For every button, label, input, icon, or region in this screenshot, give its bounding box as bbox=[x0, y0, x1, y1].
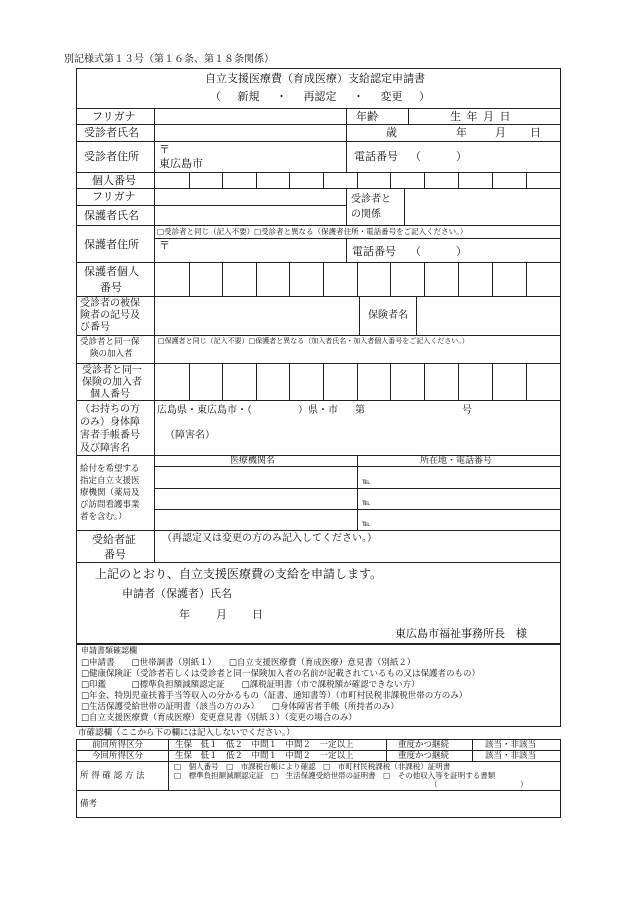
form-title: 自立支援医療費（育成医療）支給認定申請書 bbox=[205, 72, 425, 85]
patient-furigana-field[interactable] bbox=[156, 110, 344, 123]
application-form-frame bbox=[76, 68, 561, 644]
birth-year-unit: 年 bbox=[456, 126, 467, 139]
facility-label-1: 給付を希望する bbox=[80, 464, 140, 474]
application-type-row: （ 新規 ・ 再認定 ・ 変更 ） bbox=[210, 90, 430, 103]
member-options[interactable]: □保護者と同じ（記入不要）□保護者と異なる（加入者氏名・加入者個人番号をご記入ください。） bbox=[158, 337, 469, 345]
date-day: 日 bbox=[252, 608, 263, 621]
current-income-categories[interactable]: 生保 低１ 低２ 中間１ 中間２ 一定以上 bbox=[175, 751, 354, 761]
patient-id-label: 個人番号 bbox=[92, 174, 136, 187]
insurer-label: 保険者名 bbox=[368, 310, 408, 321]
option-new[interactable]: 新規 bbox=[237, 90, 260, 103]
document-check-line[interactable]: □生活保護受給世帯の証明書（該当の方のみ） □身体障害者手帳（所持者のみ） bbox=[81, 702, 399, 712]
facility-label-2: 指定自立支援医 bbox=[80, 476, 140, 486]
age-unit: 歳 bbox=[386, 126, 397, 139]
document-check-line[interactable]: □自立支援医療費（育成医療）変更意見書（別紙３）（変更の場合のみ） bbox=[81, 713, 357, 723]
facility-label-3: 療機関（薬局及 bbox=[80, 488, 140, 498]
previous-severe[interactable]: 重度かつ継続 bbox=[398, 740, 450, 750]
certificate-label-2: 番号 bbox=[104, 548, 126, 561]
document-check-line[interactable]: □印鑑 □標準負担額減額認定証 □課税証明書（市で課税額が確認できない方） bbox=[81, 680, 420, 690]
facility-tel-mark: ℡ bbox=[362, 498, 371, 507]
disability-prefecture[interactable]: 広島県・東広島市・（ bbox=[157, 405, 252, 416]
document-check-line[interactable]: □年金、特別児童扶養手当等収入の分かるもの（証書、通知書等）（市町村民税非課税世帯の方のみ） bbox=[81, 691, 468, 701]
option-renewal[interactable]: 再認定 bbox=[303, 90, 337, 103]
insurance-symbol-label-3: び番号 bbox=[80, 322, 110, 333]
option-change[interactable]: 変更 bbox=[380, 90, 403, 103]
patient-furigana-label: フリガナ bbox=[92, 110, 136, 123]
guardian-address-options[interactable]: □受診者と同じ（記入不要）□受診者と異なる（保護者住所・電話番号をご記入ください。） bbox=[157, 227, 468, 236]
income-method-line1[interactable]: □ 個人番号 □ 市課税台帳により確認 □ 市町村民税課税（非課税）証明書 bbox=[174, 762, 451, 771]
facility-label-5: 者を含む。） bbox=[80, 512, 127, 522]
patient-address-label: 受診者住所 bbox=[84, 150, 139, 163]
previous-applicable[interactable]: 該当・非該当 bbox=[485, 740, 537, 750]
birth-month-unit: 月 bbox=[495, 126, 506, 139]
guardian-id-label-2: 番号 bbox=[100, 281, 122, 294]
facility-name-field[interactable] bbox=[156, 489, 355, 508]
member-id-label-3: 個人番号 bbox=[90, 389, 130, 400]
member-label-2: 険の加入者 bbox=[90, 349, 133, 359]
facility-label-4: び訪問看護事業 bbox=[80, 500, 140, 510]
patient-name-label: 受診者氏名 bbox=[84, 126, 139, 139]
relation-label-1: 受診者と bbox=[351, 194, 391, 205]
remarks-label: 備考 bbox=[80, 799, 98, 809]
documents-title: 申請書類確認欄 bbox=[81, 646, 137, 655]
date-month: 月 bbox=[216, 608, 227, 621]
current-income-label: 今回所得区分 bbox=[92, 751, 144, 761]
guardian-phone-label: 電話番号 bbox=[352, 245, 396, 258]
guardian-furigana-label: フリガナ bbox=[92, 190, 136, 203]
disability-number-suffix: 号 bbox=[462, 405, 472, 416]
insurance-symbol-label-2: 険者の記号及 bbox=[80, 310, 140, 321]
document-check-line[interactable]: □健康保険証（受診者若しくは受診者と同一保険加入者の名前が記載されているもの又は保護者のもの） bbox=[81, 669, 481, 679]
birth-day-unit: 日 bbox=[530, 126, 541, 139]
disability-name[interactable]: （障害名） bbox=[165, 430, 215, 441]
facility-address-header: 所在地・電話番号 bbox=[420, 456, 493, 466]
facility-tel-mark: ℡ bbox=[362, 477, 371, 486]
current-severe[interactable]: 重度かつ継続 bbox=[398, 751, 450, 761]
patient-name-field[interactable] bbox=[156, 126, 344, 140]
previous-income-label: 前回所得区分 bbox=[92, 740, 144, 750]
previous-income-categories[interactable]: 生保 低１ 低２ 中間１ 中間２ 一定以上 bbox=[175, 740, 354, 750]
date-year: 年 bbox=[179, 608, 190, 621]
patient-phone-label: 電話番号 bbox=[354, 150, 398, 163]
disability-label-3: 害者手帳番号 bbox=[80, 430, 140, 441]
disability-prefecture-close: ）県・市 bbox=[298, 405, 338, 416]
insurance-symbol-label-1: 受診者の被保 bbox=[80, 298, 140, 309]
facility-name-field[interactable] bbox=[156, 468, 355, 487]
form-number: 別記様式第１３号（第１６条、第１８条関係） bbox=[64, 54, 274, 65]
disability-label-2: のみ）身体障 bbox=[80, 417, 140, 428]
current-applicable[interactable]: 該当・非該当 bbox=[485, 751, 537, 761]
document-check-line[interactable]: □申請書 □世帯調書（別紙１） □自立支援医療費（育成医療）意見書（別紙２） bbox=[81, 658, 416, 668]
declaration-statement: 上記のとおり、自立支援医療費の支給を申請します。 bbox=[95, 567, 383, 581]
guardian-name-label: 保護者氏名 bbox=[84, 209, 139, 222]
disability-label-4: 及び障害名 bbox=[80, 443, 130, 454]
addressee: 東広島市福祉事務所長 様 bbox=[395, 627, 527, 640]
disability-label-1: （お持ちの方 bbox=[80, 404, 140, 415]
facility-name-header: 医療機関名 bbox=[230, 456, 276, 466]
patient-city[interactable]: 東広島市 bbox=[159, 157, 203, 170]
member-label-1: 受診者と同一保 bbox=[80, 337, 140, 347]
certificate-label-1: 受給者証 bbox=[92, 533, 136, 546]
guardian-name-field[interactable] bbox=[156, 190, 344, 224]
guardian-address-label: 保護者住所 bbox=[84, 238, 139, 251]
facility-tel-mark: ℡ bbox=[362, 519, 371, 528]
member-id-label-1: 受診者と同一 bbox=[82, 365, 142, 376]
patient-postal-mark: 〒 bbox=[159, 143, 170, 156]
income-method-line2[interactable]: □ 標準負担額減額認定証 □ 生活保護受給世帯の証明書 □ その他収入等を証明する書類 bbox=[174, 771, 496, 780]
age-label: 年齢 bbox=[356, 110, 378, 123]
certificate-note: （再認定又は変更の方のみ記入してください。） bbox=[162, 533, 377, 544]
facility-name-field[interactable] bbox=[156, 510, 355, 529]
guardian-postal-mark: 〒 bbox=[159, 239, 170, 252]
office-section-title: 市確認欄（ここから下の欄には記入しないでください。） bbox=[78, 728, 295, 738]
applicant-name-label: 申請者（保護者）氏名 bbox=[122, 587, 232, 600]
guardian-id-label-1: 保護者個人 bbox=[84, 265, 139, 278]
income-method-label: 所 得 確 認 方 法 bbox=[80, 771, 145, 781]
member-id-label-2: 保険の加入者 bbox=[82, 377, 142, 388]
birthdate-label: 生 年 月 日 bbox=[450, 110, 512, 123]
disability-number-prefix: 第 bbox=[355, 405, 365, 416]
relation-label-2: の関係 bbox=[351, 209, 381, 220]
